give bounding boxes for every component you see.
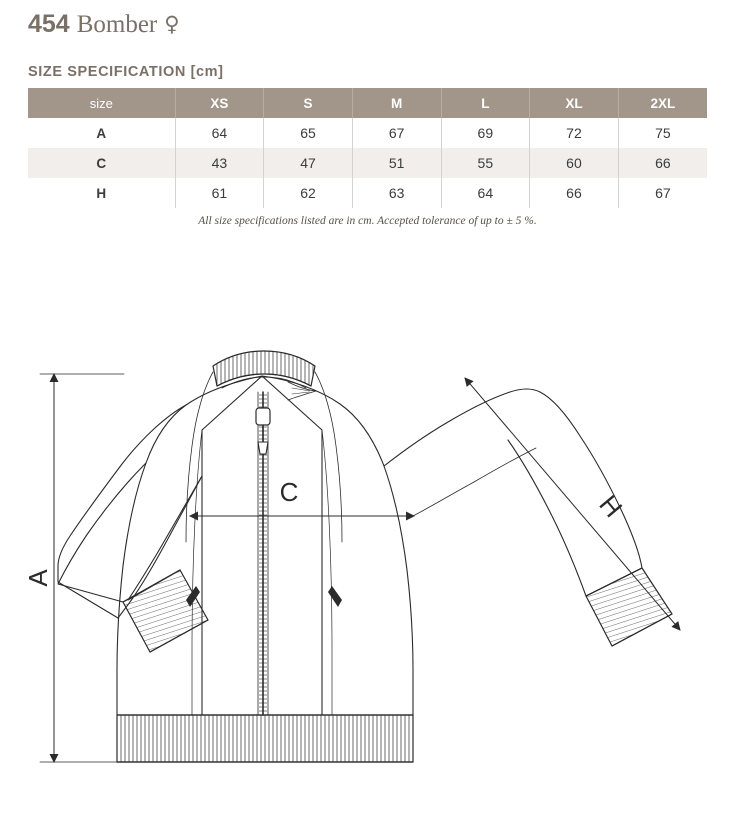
cell-c-xs: 43 <box>175 148 264 178</box>
page-title <box>28 10 180 39</box>
tolerance-note: All size specifications listed are in cm. Accepted tolerance of up to ± 5 %. <box>198 215 537 227</box>
table-row <box>28 178 707 208</box>
cell-a-s: 65 <box>264 118 353 148</box>
female-symbol-icon: ♀ <box>164 12 180 36</box>
cell-c-m: 51 <box>352 148 441 178</box>
cell-c-l: 55 <box>441 148 530 178</box>
table-header-row <box>28 88 707 118</box>
cell-a-xl: 72 <box>530 118 619 148</box>
dimension-label-a: A <box>23 569 53 587</box>
cell-h-l: 64 <box>441 178 530 208</box>
column-header-l: L <box>441 88 530 118</box>
row-label-h: H <box>28 178 175 208</box>
dimension-label-h: H <box>593 489 629 524</box>
cell-a-m: 67 <box>352 118 441 148</box>
garment-technical-drawing <box>0 330 735 815</box>
row-label-a: A <box>28 118 175 148</box>
cell-a-l: 69 <box>441 118 530 148</box>
column-header-s: S <box>264 88 353 118</box>
cell-a-xs: 64 <box>175 118 264 148</box>
table-row <box>28 148 707 178</box>
column-header-xs: XS <box>175 88 264 118</box>
cell-c-xl: 60 <box>530 148 619 178</box>
table-header <box>28 88 707 118</box>
column-header-2xl: 2XL <box>618 88 707 118</box>
cell-h-2xl: 67 <box>655 185 671 201</box>
column-header-m: M <box>352 88 441 118</box>
product-name: Bomber <box>76 11 158 38</box>
cell-c-2xl: 66 <box>655 155 671 171</box>
dimension-label-c: C <box>279 477 299 507</box>
size-specification-table <box>28 88 707 208</box>
cell-h-xs: 61 <box>175 178 264 208</box>
cell-h-xl: 66 <box>530 178 619 208</box>
table-row <box>28 118 707 148</box>
column-header-xl: XL <box>530 88 619 118</box>
cell-h-s: 62 <box>264 178 353 208</box>
row-label-c: C <box>28 148 175 178</box>
cell-c-s: 47 <box>264 148 353 178</box>
cell-h-m: 63 <box>352 178 441 208</box>
cell-a-2xl: 75 <box>655 125 671 141</box>
section-title: SIZE SPECIFICATION [cm] <box>28 64 224 80</box>
product-code: 454 <box>28 10 70 38</box>
column-header-size: size <box>28 88 175 118</box>
